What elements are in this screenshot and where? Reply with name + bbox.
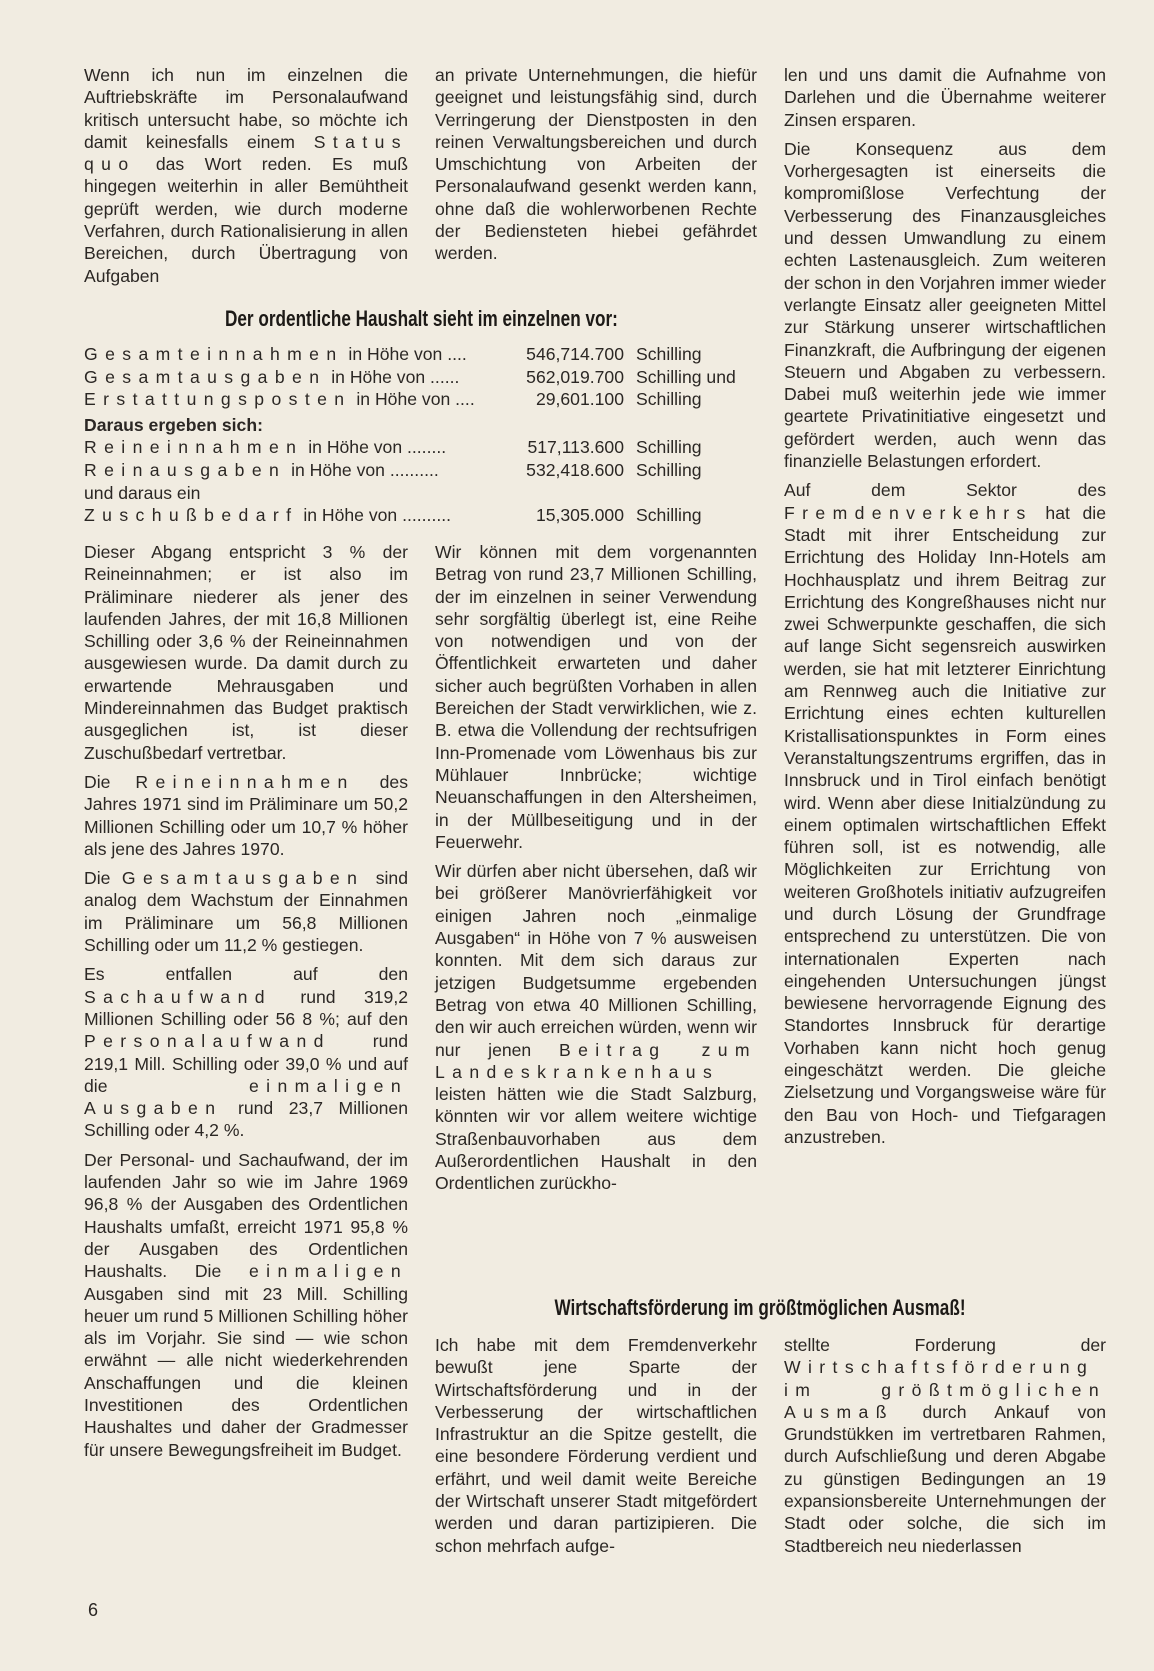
paragraph: Die Reineinnahmen des Jahres 1971 sind im Präliminare um 50,2 Millionen Schilling oder um 10,7 % höher als jene des Jahres 1970.	[84, 771, 408, 859]
budget-unit: Schilling	[636, 459, 702, 480]
paragraph: stellte Forderung der Wirtschaftsförderung im größtmöglichen Ausmaß durch Ankauf von Grundstükken im vertretbaren Rahmen, durch Aufschließung und deren Abgabe zu günstigen Bedingungen an 19 expansionsbereite Unternehmungen der Stadt oder solche, die sich im Stadtbereich neu niederlassen	[784, 1335, 1106, 1556]
paragraph: Die Gesamtausgaben sind analog dem Wachstum der Einnahmen im Präliminare um 56,8 Millionen Schilling oder um 11,2 % gestiegen.	[84, 868, 408, 956]
spaced-emphasis: Fremdenverkehrs	[784, 502, 1033, 523]
budget-row	[84, 343, 764, 366]
paragraph: Auf dem Sektor des Fremdenverkehrs hat die Stadt mit ihrer Entscheidung zur Errichtung des Holiday Inn-Hotels am Hochhausplatz und ihrem Beitrag zur Errichtung des Kongreßhauses nicht nur zwei Schwerpunkte geschaffen, die sich auf lange Sicht segensreich auswirken werden, sie hat mit letzterer Einrichtung am Rennweg auch die Initiative zur Errichtung eines echten kulturellen Kristallisationspunktes in Form eines Veranstaltungszentrums ergriffen, das in Innsbruck und in Tirol einfach benötigt wird. Wenn aber diese Initialzündung zu einem optimalen wirtschaftlichen Effekt führen soll, ist es notwendig, alle Möglichkeiten zur Errichtung von weiteren Großhotels initiativ aufzugreifen und durch Lösung der Grundfrage entsprechend zu unterstützen. Die von internationalen Experten nach eingehenden Untersuchungen jüngst bewiesene hervorragende Eignung des Standortes Innsbruck für derartige Vorhaben kann nicht hoch genug eingeschätzt werden. Die gleiche Zielsetzung und Vorgangsweise wäre für den Bau von Hoch- und Tiefgaragen anzustreben.	[784, 480, 1106, 1147]
budget-label: Erstattungsposten in Höhe von ....	[84, 389, 475, 410]
paragraph: Der Personal- und Sachaufwand, der im laufenden Jahr so wie im Jahre 1969 96,8 % der Ausgaben des Ordentlichen Haushalts umfaßt, erreicht 1971 95,8 % der Ausgaben des Ordentlichen Haushalts. Die einmaligen Ausgaben sind mit 23 Mill. Schilling heuer um rund 5 Millionen Schilling höher als im Vorjahr. Sie sind — wie schon erwähnt — alle nicht wiederkehrenden Anschaffungen und die kleinen Investitionen des Ordentlichen Haushaltes und daher der Gradmesser für unsere Bewegungsfreiheit im Budget.	[84, 1149, 408, 1460]
budget-amount: 29,601.100	[535, 389, 624, 410]
lower-left-column	[84, 541, 408, 1468]
spaced-emphasis: Reineinnahmen	[84, 437, 304, 458]
budget-amount: 546,714.700	[526, 344, 624, 364]
paragraph: len und uns damit die Aufnahme von Darlehen und die Übernahme weiterer Zinsen ersparen.	[784, 65, 1106, 130]
budget-row	[84, 366, 764, 389]
paragraph: Die Konsequenz aus dem Vorhergesagten ist einerseits die kompromißlose Verfechtung der Verbesserung des Finanzausgleiches und dessen Umwandlung zu einem echten Lastenausgleich. Zum weiteren der schon in den Vorjahren immer wieder verlangte Einsatz aller geeigneten Mittel zur Stärkung unserer wirtschaftlichen Finanzkraft, die Aufbringung der eigenen Steuern und Abgaben zu verbessern. Dabei muß weiterhin jede wie immer geartete Privatinitiative eingesetzt und gefördert werden, auch wenn das finanzielle Belastungen erfordert.	[784, 138, 1106, 472]
right-column	[784, 64, 1106, 1155]
section-heading-economy: Wirtschaftsförderung im größtmöglichen Ausmaß!	[554, 1295, 966, 1320]
spaced-emphasis: Beitrag zum Landeskrankenhaus	[435, 1039, 757, 1082]
budget-label: und daraus ein	[84, 482, 201, 503]
spaced-emphasis: Erstattungsposten	[84, 389, 352, 410]
economy-middle-column	[435, 1334, 757, 1564]
spaced-emphasis: einmaligen Ausgaben	[84, 1075, 408, 1119]
budget-unit: Schilling	[636, 389, 702, 410]
section-heading-budget: Der ordentliche Haushalt sieht im einzelnen vor:	[225, 306, 618, 331]
budget-row	[84, 459, 764, 482]
budget-row	[84, 482, 764, 505]
budget-amount: 517,113.600	[527, 437, 624, 458]
spaced-emphasis: Status quo	[84, 131, 408, 175]
spaced-emphasis: Reinausgaben	[84, 459, 287, 480]
top-left-column	[84, 64, 408, 294]
budget-unit: Schilling	[636, 344, 702, 364]
page-number: 6	[88, 1600, 99, 1620]
budget-row	[84, 414, 764, 437]
budget-amount: 532,418.600	[526, 459, 624, 480]
spaced-emphasis: Personalaufwand	[84, 1031, 331, 1052]
budget-unit: Schilling und	[636, 366, 736, 387]
budget-row	[84, 388, 764, 411]
spaced-emphasis: Gesamteinnahmen	[84, 344, 344, 364]
spaced-emphasis: Gesamtausgaben	[84, 366, 327, 387]
spaced-emphasis: Reineinnahmen	[135, 771, 355, 792]
budget-label: Gesamteinnahmen in Höhe von ....	[84, 344, 467, 364]
spaced-emphasis: Wirtschaftsförderung im größtmöglichen Ausmaß	[784, 1357, 1106, 1422]
budget-label: Zuschußbedarf in Höhe von ..........	[84, 505, 451, 526]
spaced-emphasis: Zuschußbedarf	[84, 505, 299, 526]
paragraph: Es entfallen auf den Sachaufwand rund 319,2 Millionen Schilling oder 56 8 %; auf den Personalaufwand rund 219,1 Mill. Schilling oder 39,0 % und auf die einmaligen Ausgaben rund 23,7 Millionen Schilling oder 4,2 %.	[84, 964, 408, 1141]
budget-unit: Schilling	[636, 505, 702, 526]
top-middle-column	[435, 64, 757, 272]
budget-table	[84, 343, 764, 527]
economy-right-column	[784, 1334, 1106, 1564]
spaced-emphasis: Gesamtausgaben	[121, 868, 365, 889]
budget-amount: 15,305.000	[535, 505, 624, 526]
budget-amount: 562,019.700	[526, 366, 624, 387]
budget-label: Reinausgaben in Höhe von ..........	[84, 459, 439, 480]
paragraph: an private Unternehmungen, die hiefür geeignet und leistungsfähig sind, durch Verringerung der Dienstposten in den reinen Verwaltungsbereichen und durch Umschichtung von Arbeiten der Personalaufwand gesenkt werden kann, ohne daß die wohlerworbenen Rechte der Bediensteten hiebei gefährdet werden.	[435, 65, 757, 264]
paragraph: Wir dürfen aber nicht übersehen, daß wir bei größerer Manövrierfähigkeit vor einigen Jahren noch „einmalige Ausgaben“ in Höhe von 7 % ausweisen konnten. Mit dem sich daraus zur jetzigen Budgetsumme ergebenden Betrag von etwa 40 Millionen Schilling, den wir auch erreichen würden, wenn wir nur jenen Beitrag zum Landeskrankenhaus leisten hätten wie die Stadt Salzburg, könnten wir vor allem weitere wichtige Straßenbauvorhaben aus dem Außerordentlichen Haushalt in den Ordentlichen zurückho-	[435, 861, 757, 1194]
spaced-emphasis: Sachaufwand	[84, 986, 272, 1007]
paragraph: Wir können mit dem vorgenannten Betrag von rund 23,7 Millionen Schilling, der im einzelnen in seiner Verwendung sehr sorgfältig überlegt ist, eine Reihe von notwendigen und von der Öffentlichkeit erwarteten und daher sicher auch begrüßten Vorhaben in allen Bereichen der Stadt verwirklichen, wie z. B. etwa die Vollendung der rechtsufrigen Inn-Promenade vom Löwenhaus bis zur Mühlauer Innbrücke; wichtige Neuanschaffungen in den Altersheimen, in der Müllbeseitigung und in der Feuerwehr.	[435, 542, 757, 852]
lower-middle-column	[435, 541, 757, 1202]
budget-label: Gesamtausgaben in Höhe von ......	[84, 366, 460, 387]
budget-label: Reineinnahmen in Höhe von ........	[84, 437, 447, 458]
budget-label: Daraus ergeben sich:	[84, 414, 263, 435]
paragraph: Wenn ich nun im einzelnen die Auftriebskräfte im Personalaufwand kritisch untersucht habe, so möchte ich damit keinesfalls einem Status quo das Wort reden. Es muß hingegen weiterhin in aller Bemühtheit geprüft werden, wie durch moderne Verfahren, durch Rationalisierung in allen Bereichen, durch Übertragung von Aufgaben	[84, 65, 408, 286]
budget-row	[84, 504, 764, 527]
budget-unit: Schilling	[636, 437, 702, 458]
paragraph: Ich habe mit dem Fremdenverkehr bewußt jene Sparte der Wirtschaftsförderung und in der Verbesserung der wirtschaftlichen Infrastruktur an die Spitze gestellt, die eine besondere Förderung verdient und erfährt, und weil damit weite Bereiche der Wirtschaft unserer Stadt mitgefördert werden und daran partizipieren. Die schon mehrfach aufge-	[435, 1335, 757, 1556]
budget-row	[84, 436, 764, 459]
paragraph: Dieser Abgang entspricht 3 % der Reineinnahmen; er ist also im Präliminare niederer als jener des laufenden Jahres, der mit 16,8 Millionen Schilling oder 3,6 % der Reineinnahmen ausgewiesen wurde. Da damit durch zu erwartende Mehrausgaben und Mindereinnahmen das Budget praktisch ausgeglichen ist, ist dieser Zuschußbedarf vertretbar.	[84, 542, 408, 763]
spaced-emphasis: einmaligen	[248, 1261, 408, 1282]
